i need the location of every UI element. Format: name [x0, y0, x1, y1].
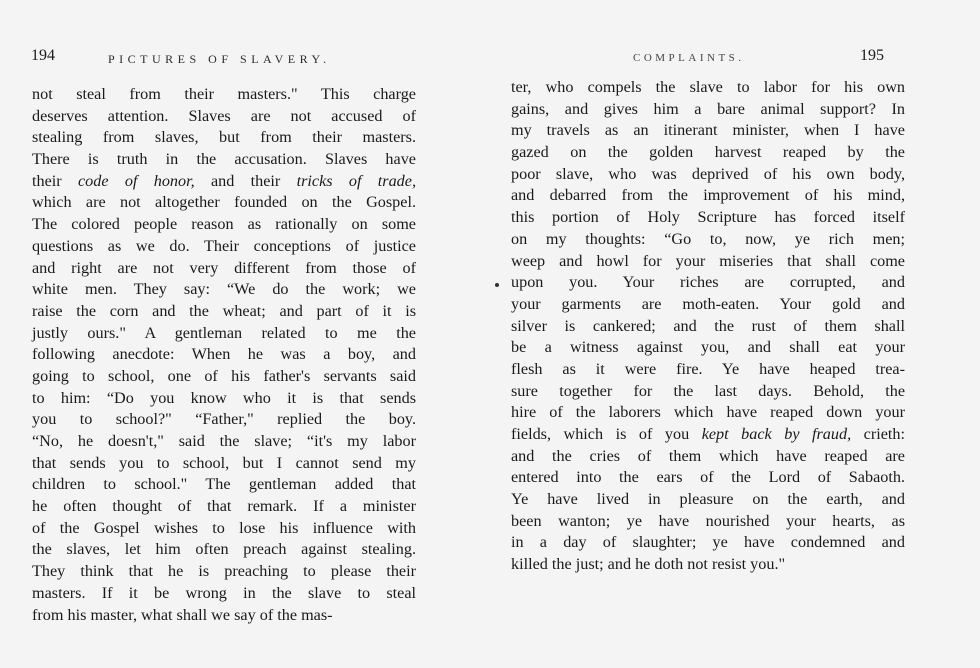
text-line: going to school, one of his father's servants said [32, 366, 416, 385]
body-text [511, 77, 905, 576]
text-line: and debarred from the improvement of his mind, [511, 186, 905, 205]
italic-phrase: kept back by fraud, [701, 425, 852, 443]
page-number: 195 [860, 47, 884, 64]
left-page [0, 0, 470, 668]
text-line: hire of the laborers which have reaped down your [511, 403, 905, 422]
text-run: fields, which is of you [511, 425, 702, 443]
text-line: been wanton; ye have nourished your hearts, as [511, 511, 905, 530]
text-run: crieth: [851, 425, 905, 443]
text-line [511, 424, 905, 446]
text-line: to him: “Do you know who it is that sends [32, 388, 416, 407]
text-line: There is truth in the accusation. Slaves have [32, 150, 416, 169]
italic-phrase: code of honor, [77, 171, 195, 190]
text-line: questions as we do. Their conceptions of justice [32, 236, 416, 255]
text-line: flesh as it were fire. Ye have heaped trea- [511, 359, 905, 378]
text-line: children to school." The gentleman added that [32, 475, 416, 494]
text-line: on my thoughts: “Go to, now, ye rich men; [511, 229, 905, 248]
text-line: weep and howl for your miseries that shall come [511, 251, 905, 270]
text-line: and the cries of them which have reaped are [511, 446, 905, 465]
text-line: The colored people reason as rationally on some [32, 215, 416, 234]
text-line: gazed on the golden harvest reaped by the [511, 143, 905, 162]
italic-phrase: tricks of trade, [296, 171, 416, 190]
text-line: gains, and gives him a bare animal support? In [511, 99, 905, 118]
text-line: raise the corn and the wheat; and part of it is [32, 301, 416, 320]
text-line: silver is cankered; and the rust of them shall [511, 316, 905, 335]
text-line: your garments are moth-eaten. Your gold and [511, 294, 905, 313]
text-line: following anecdote: When he was a boy, and [32, 345, 416, 364]
text-line: in a day of slaughter; ye have condemned and [511, 533, 905, 552]
text-line: white men. They say: “We do the work; we [32, 280, 416, 299]
text-line: be a witness against you, and shall eat your [511, 338, 905, 357]
text-line: you to school?" “Father," replied the boy. [32, 410, 416, 429]
text-line: he often thought of that remark. If a minister [32, 497, 416, 516]
text-line: of the Gospel wishes to lose his influence with [32, 518, 416, 537]
text-run: and their [194, 171, 297, 190]
running-head: COMPLAINTS. [633, 52, 745, 64]
text-run: their [32, 171, 78, 190]
text-line: and right are not very different from those of [32, 258, 416, 277]
text-line: stealing from slaves, but from their masters. [32, 128, 416, 147]
text-line: sure together for the last days. Behold, the [511, 381, 905, 400]
text-line: that sends you to school, but I cannot send my [32, 453, 416, 472]
text-line: ter, who compels the slave to labor for his own [511, 78, 905, 96]
text-line: deserves attention. Slaves are not accused of [32, 106, 416, 125]
text-line: Ye have lived in pleasure on the earth, and [511, 490, 905, 509]
text-line: from his master, what shall we say of the mas- [32, 605, 333, 624]
text-line: masters. If it be wrong in the slave to steal [32, 583, 416, 602]
text-line: this portion of Holy Scripture has forced itself [511, 208, 905, 227]
text-line: which are not altogether founded on the Gospel. [32, 193, 416, 212]
text-line: my travels as an itinerant minister, when I have [511, 121, 905, 140]
body-text [32, 84, 416, 626]
page-number: 194 [31, 47, 55, 64]
text-line: not steal from their masters." This charge [32, 85, 416, 103]
text-line: the slaves, let him often preach against stealing. [32, 540, 416, 559]
ink-speck [495, 283, 499, 287]
text-line: “No, he doesn't," said the slave; “it's my labor [32, 432, 416, 450]
text-line: killed the just; and he doth not resist you." [511, 555, 786, 574]
text-line: entered into the ears of the Lord of Sabaoth. [511, 468, 905, 487]
text-line [32, 171, 416, 193]
right-page [470, 0, 980, 668]
text-line: They think that he is preaching to please their [32, 562, 416, 581]
text-line: upon you. Your riches are corrupted, and [511, 273, 905, 292]
text-line: justly ours." A gentleman related to me the [32, 323, 416, 342]
running-head: PICTURES OF SLAVERY. [108, 52, 331, 66]
text-line: poor slave, who was deprived of his own body, [511, 164, 905, 183]
